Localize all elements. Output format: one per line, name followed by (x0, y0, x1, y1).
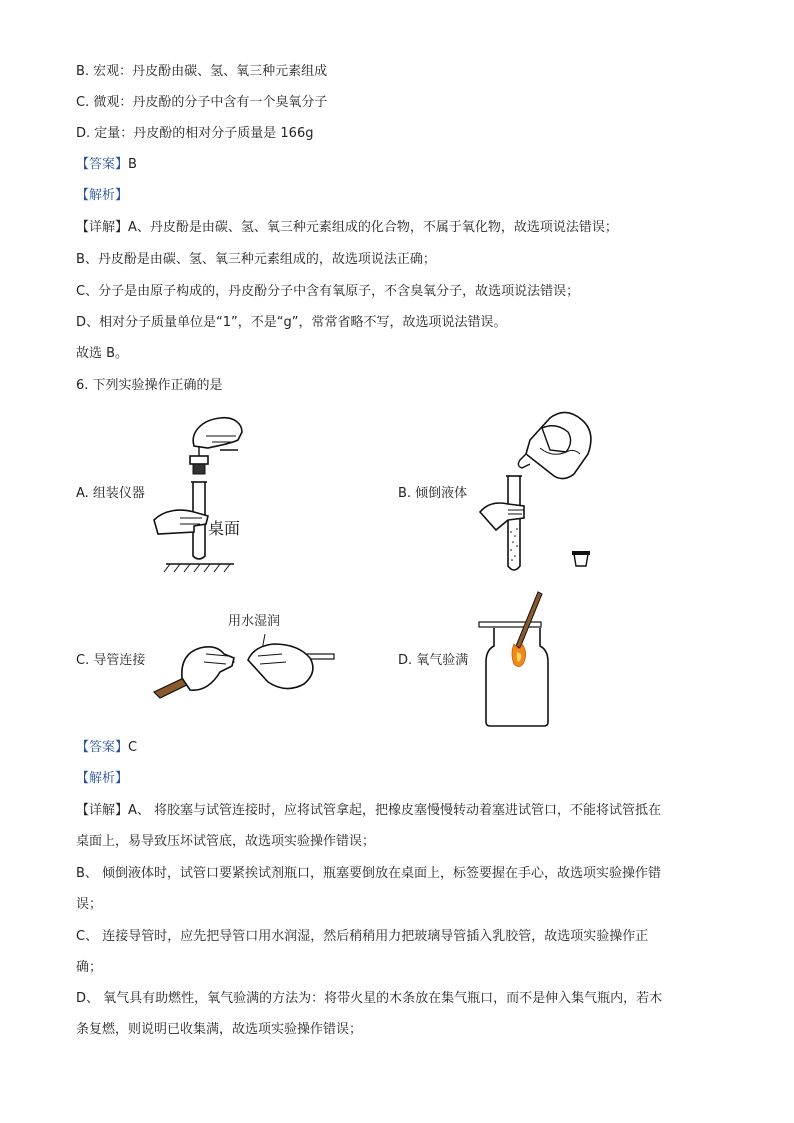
detail-line: C、 连接导管时，应先把导管口用水润湿，然后稍稍用力把玻璃导管插入乳胶管，故选项实验操作正 (76, 929, 649, 944)
option-c-label: C. 导管连接 (76, 653, 146, 668)
analysis-heading-2: 【解析】 (76, 771, 129, 786)
detail-line: 故选 B。 (76, 346, 129, 361)
option-d-label: D. 氧气验满 (398, 653, 469, 668)
detail-line: 【详解】A、丹皮酚是由碳、氢、氧三种元素组成的化合物，不属于氧化物，故选项说法错误； (76, 220, 618, 235)
detail-line: 【详解】A、 将胶塞与试管连接时，应将试管拿起，把橡皮塞慢慢转动着塞进试管口，不能将试管抵在 (76, 803, 662, 818)
option-a-figure (150, 410, 250, 575)
option-d-figure (476, 590, 562, 730)
table-label: 桌面 (208, 519, 241, 538)
detail-line: 条复燃，则说明已收集满，故选项实验操作错误； (76, 1022, 363, 1037)
answer-value: B (128, 157, 137, 172)
answer-bracket: 【答案】 (76, 740, 129, 755)
detail-line: 确； (76, 960, 103, 975)
answer-bracket: 【答案】 (76, 157, 129, 172)
question-6: 6. 下列实验操作正确的是 (76, 378, 223, 393)
option-c-text: C. 微观：丹皮酚的分子中含有一个臭氧分子 (76, 95, 328, 110)
option-c-figure (150, 632, 340, 702)
detail-line: B、 倾倒液体时，试管口要紧挨试剂瓶口，瓶塞要倒放在桌面上，标签要握在手心，故选项实验操作错 (76, 866, 662, 881)
detail-line: 桌面上，易导致压坏试管底，故选项实验操作错误； (76, 834, 376, 849)
detail-line: B、丹皮酚是由碳、氢、氧三种元素组成的，故选项说法正确； (76, 252, 436, 267)
option-b-label: B. 倾倒液体 (398, 486, 468, 501)
option-d-text: D. 定量：丹皮酚的相对分子质量是 166g (76, 126, 314, 141)
detail-line: D、相对分子质量单位是“1”，不是“g”，常常省略不写，故选项说法错误。 (76, 315, 507, 330)
option-b-figure (470, 408, 610, 578)
option-a-label: A. 组装仪器 (76, 486, 145, 501)
detail-line: D、 氧气具有助燃性，氧气验满的方法为：将带火星的木条放在集气瓶口，而不是伸入集气瓶内，若木 (76, 991, 663, 1006)
answer-line-1 (76, 155, 137, 175)
answer-line-2 (76, 738, 137, 758)
water-wet-label: 用水湿润 (228, 614, 281, 629)
detail-line: C、分子是由原子构成的，丹皮酚分子中含有氧原子，不含臭氧分子，故选项说法错误； (76, 284, 580, 299)
answer-value: C (128, 740, 138, 755)
detail-line: 误； (76, 897, 103, 912)
option-b-text: B. 宏观：丹皮酚由碳、氢、氧三种元素组成 (76, 64, 328, 79)
analysis-heading-1: 【解析】 (76, 188, 129, 203)
